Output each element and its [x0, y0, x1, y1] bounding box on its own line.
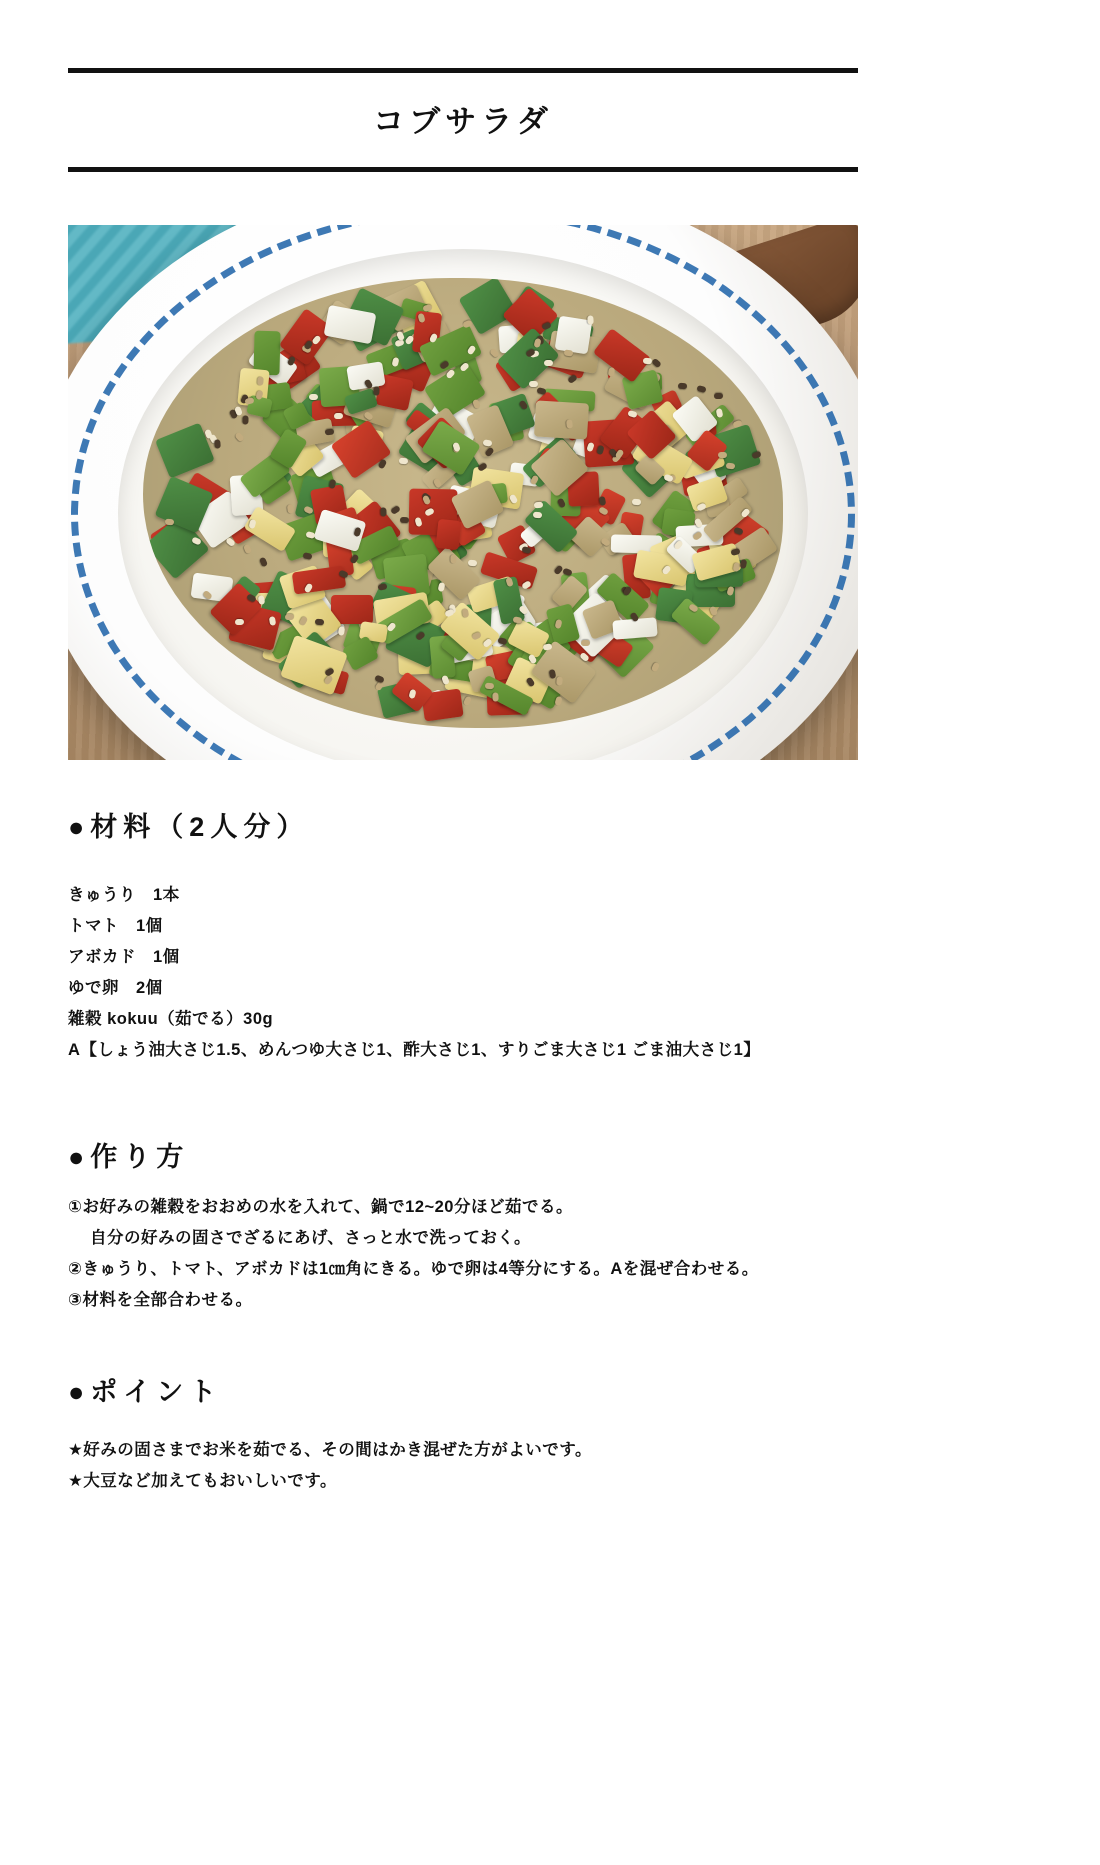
grain-speck: [215, 439, 222, 448]
grain-speck: [450, 555, 456, 564]
title-rule-bottom: [68, 167, 858, 172]
steps-list: [68, 1192, 759, 1316]
grain-speck: [632, 499, 641, 506]
grain-speck: [484, 683, 493, 690]
grain-speck: [309, 394, 318, 400]
list-item: 自分の好みの固さでざるにあげ、さっと水で洗っておく。: [90, 1229, 532, 1247]
grain-speck: [338, 627, 345, 637]
list-item: きゅうり 1本: [68, 886, 180, 904]
grain-speck: [400, 517, 409, 523]
grain-speck: [651, 661, 660, 672]
list-item: A【しょう油大さじ1.5、めんつゆ大さじ1、酢大さじ1、すりごま大さじ1 ごま油大さじ1】: [68, 1041, 761, 1059]
page-title: コブサラダ: [373, 104, 553, 139]
grain-speck: [714, 392, 723, 398]
grain-speck: [287, 504, 294, 514]
heading-steps: ●作り方: [68, 1142, 190, 1172]
list-item: ①お好みの雑穀をおおめの水を入れて、鍋で12~20分ほど茹でる。: [68, 1198, 573, 1216]
list-item: 雑穀 kokuu（茹でる）30g: [68, 1010, 274, 1028]
grain-speck: [234, 431, 244, 442]
grain-speck: [235, 619, 244, 625]
title-block: [68, 68, 858, 172]
list-item: アボカド 1個: [68, 948, 180, 966]
grain-speck: [697, 385, 707, 393]
list-item: ★好みの固さまでお米を茹でる、その間はかき混ぜた方がよいです。: [68, 1441, 592, 1459]
grain-piece: [534, 400, 589, 439]
grain-speck: [165, 518, 175, 525]
grain-speck: [529, 381, 538, 387]
grain-speck: [302, 552, 312, 560]
grain-speck: [259, 557, 268, 568]
grain-speck: [334, 413, 343, 419]
grain-speck: [399, 458, 408, 465]
list-item: ③材料を全部合わせる。: [68, 1291, 253, 1309]
grain-speck: [587, 315, 594, 324]
grain-speck: [718, 452, 727, 458]
list-item: ★大豆など加えてもおいしいです。: [68, 1472, 337, 1490]
grain-speck: [374, 674, 385, 683]
tomato-piece: [331, 420, 392, 479]
photo-canvas: [68, 225, 858, 760]
grain-speck: [381, 507, 387, 516]
grain-speck: [489, 347, 500, 358]
grain-speck: [555, 695, 563, 705]
list-item: トマト 1個: [68, 917, 163, 935]
grain-speck: [553, 564, 563, 575]
grain-speck: [285, 614, 294, 620]
tomato-piece: [435, 519, 461, 550]
grain-speck: [373, 386, 379, 395]
grain-speck: [468, 560, 478, 567]
recipe-photo: [68, 225, 858, 760]
grain-speck: [678, 383, 687, 389]
ingredients-list: [68, 880, 760, 1066]
grain-speck: [544, 360, 553, 366]
grain-speck: [463, 696, 472, 707]
grain-speck: [492, 692, 498, 701]
grain-speck: [315, 619, 325, 626]
heading-points: ●ポイント: [68, 1377, 223, 1407]
grain-speck: [751, 451, 762, 460]
grain-speck: [472, 399, 481, 410]
grain-speck: [533, 512, 543, 519]
grain-speck: [599, 496, 607, 506]
grain-speck: [726, 462, 736, 469]
list-item: ゆで卵 2個: [68, 979, 163, 997]
grain-speck: [437, 582, 445, 592]
grain-speck: [462, 320, 473, 329]
grain-speck: [242, 416, 248, 425]
grain-speck: [556, 676, 563, 685]
grain-speck: [243, 544, 252, 555]
heading-ingredients: ●材料（2人分）: [68, 812, 310, 842]
list-item: ②きゅうり、トマト、アボカドは1㎝角にきる。ゆで卵は4等分にする。Aを混ぜ合わせる。: [68, 1260, 759, 1278]
grain-speck: [651, 358, 662, 368]
points-list: [68, 1435, 592, 1497]
grain-speck: [390, 505, 401, 515]
